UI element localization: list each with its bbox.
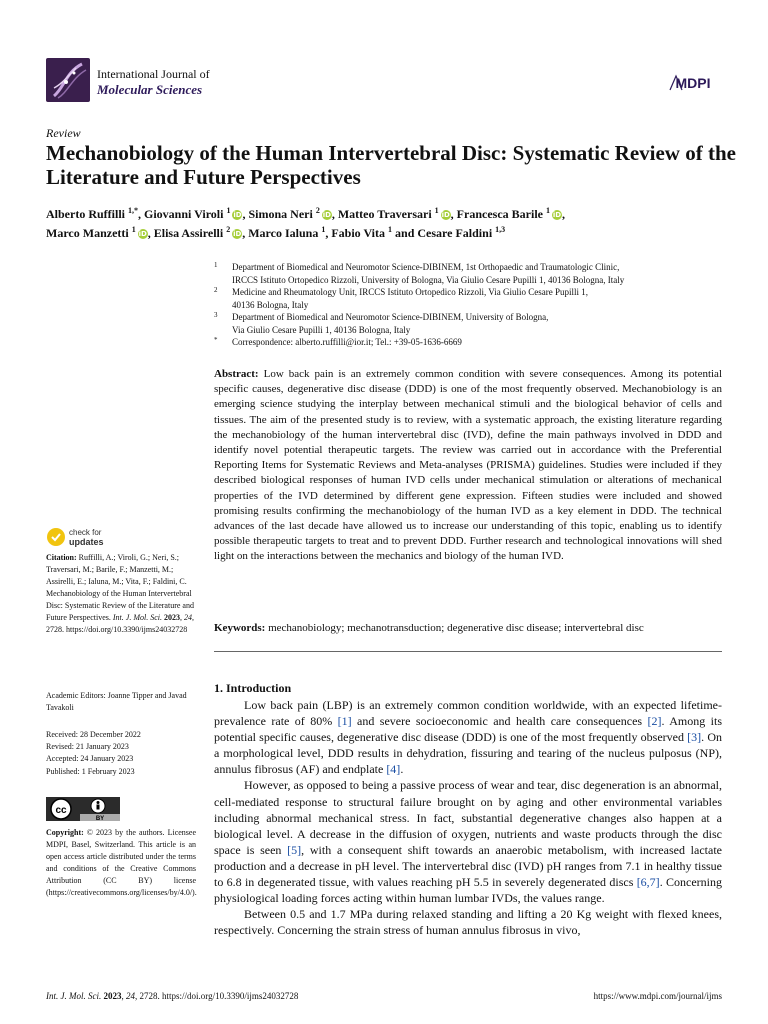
paragraph-text: . Concerning physiological loading forces acting within human lumbar IVDs, the values range. xyxy=(214,875,722,906)
affiliation-line: IRCCS Istituto Ortopedico Rizzoli, University of Bologna, Via Giulio Cesare Pupilli 1, 40136 Bologna, Italy xyxy=(232,274,625,285)
author-name: Matteo Traversari xyxy=(337,207,435,221)
affiliation-item xyxy=(214,286,734,311)
author-separator: , xyxy=(331,207,338,221)
body-paragraph xyxy=(214,906,722,938)
author-affiliation-mark: 2 xyxy=(315,206,320,215)
author-affiliation-mark: 1 xyxy=(131,225,136,234)
orcid-icon[interactable]: iD xyxy=(441,211,450,219)
citation-block: Citation: Ruffilli, A.; Viroli, G.; Neri, S.; Traversari, M.; Barile, F.; Manzetti, M.; Assirelli, E.; Ialuna, M.; Vita, F.; Faldini, C. Mechanobiology of the Human Intervertebral Disc: Systematic Review of the Literature and Future Perspectives. Int. J. Mol. Sci. 2023, 24, 2728. https://doi.org/10.3390/ijms24032728 xyxy=(46,553,194,634)
author-affiliation-mark: 1,* xyxy=(128,206,138,215)
author-name: Marco Ialuna xyxy=(248,226,322,240)
orcid-icon[interactable]: iD xyxy=(138,230,147,238)
affiliation-line: Medicine and Rheumatology Unit, IRCCS Istituto Ortopedico Rizzoli, Via Giulio Cesare Pupilli 1, xyxy=(232,287,589,297)
author-name: Elisa Assirelli xyxy=(153,226,227,240)
introduction-body xyxy=(214,697,722,938)
paragraph-text: However, as opposed to being a passive process of wear and tear, disc degeneration is an abnormal, cell-mediated response to structural failure brought on by aging and other environmental variables including abnormal mechanical stress. In fact, substantial degenerative changes also happen at a biological level. A decrease in the diffusion of oxygen, nutrients and waste products through the disc space is seen xyxy=(214,778,722,857)
reference-link[interactable]: [6,7] xyxy=(636,875,660,890)
citation-label: Citation: xyxy=(46,553,77,562)
author-affiliation-mark: 1 xyxy=(321,225,326,234)
author-separator: , xyxy=(147,226,154,240)
affiliation-line: 40136 Bologna, Italy xyxy=(232,299,309,310)
affiliation-item xyxy=(214,261,734,286)
author-name: Cesare Faldini xyxy=(417,226,496,240)
footer-doi[interactable]: , 2728. https://doi.org/10.3390/ijms24032728 xyxy=(135,991,299,1001)
author-separator: , xyxy=(242,207,249,221)
author-separator: and xyxy=(392,226,418,240)
paragraph-text: , with a consequent shift towards an anaerobic metabolism, with increased lactate production and a decrease in pH level. The intervertebral disc (IVD) pH ranges from 7.1 in healthy tissue to 6.8 in degenerated tissue, with values reaching pH 5.5 in severely degenerated discs xyxy=(214,842,722,890)
author-name: Giovanni Viroli xyxy=(144,207,227,221)
academic-editors: Academic Editors: Joanne Tipper and Javad Tavakoli xyxy=(46,691,187,712)
author-affiliation-mark: 1,3 xyxy=(495,225,506,234)
affiliation-line: Department of Biomedical and Neuromotor Science-DIBINEM, University of Bologna, xyxy=(232,312,549,322)
footer-citation: Int. J. Mol. Sci. 2023, 24, 2728. https://doi.org/10.3390/ijms24032728 xyxy=(46,991,299,1001)
paragraph-text: Low back pain (LBP) is an extremely common condition worldwide, with an expected lifetime-prevalence rate of 80% xyxy=(214,698,722,729)
keywords-label: Keywords: xyxy=(214,622,266,634)
affiliation-line: Via Giulio Cesare Pupilli 1, 40136 Bologna, Italy xyxy=(232,324,411,335)
citation-volume: 24 xyxy=(183,613,192,622)
affiliation-item xyxy=(214,311,734,336)
reference-link[interactable]: [2] xyxy=(647,714,662,729)
author-separator: , xyxy=(138,207,144,221)
footer-journal-url[interactable]: https://www.mdpi.com/journal/ijms xyxy=(593,991,722,1001)
publication-date: Revised: 21 January 2023 xyxy=(46,742,129,752)
body-paragraph xyxy=(214,777,722,906)
keywords xyxy=(214,621,722,636)
paragraph-text: . On a morphological level, DDD results in dehydration, fissuring and tearing of the nucleus pulposus (NP), annulus fibrosus (AF) and endplate xyxy=(214,730,723,777)
citation-doi[interactable]: , 2728. https://doi.org/10.3390/ijms24032728 xyxy=(46,613,194,634)
author-affiliation-mark: 2 xyxy=(226,225,231,234)
mdpi-logo[interactable] xyxy=(664,70,722,101)
author-name: Fabio Vita xyxy=(331,226,389,240)
reference-link[interactable]: [5] xyxy=(287,842,302,857)
paragraph-text: and severe socioeconomic and health care consequences xyxy=(351,714,648,729)
affiliation-item xyxy=(214,336,734,349)
author-separator: , xyxy=(325,226,332,240)
author-name: Simona Neri xyxy=(248,207,316,221)
abstract-text: Low back pain is an extremely common condition with severe consequences. Among its potential specific causes, degenerative disc disease (DDD) is one of the most frequently observed. Mechanobiology is an emerging science studying the interplay between mechanical stimuli and the biological behavior of cells and tissues. The aim of the presented study is to review, with a systematic approach, the existing literature regarding the mechanobiology of the human intervertebral disc (IVD), define the main pathways involved in DDD and identify novel potential therapeutic targets. The review was carried out in accordance with the Preferential Reporting Items for Systematic Reviews and Meta-analyses (PRISMA) guidelines. Studies were included if they described biological responses of human IVD cells under mechanical stimulation or alterations of mechanical properties of the IVD determined by different gene expression. Fifteen studies were included and showed promising results confirming the mechanobiology of the human IVD as a key element in DDD. The technical advances of the last decade have allowed us to increase our understanding of this topic, enabling us to identify possible therapeutic targets to treat and to prevent DDD. Further research and technological innovations will shed light on the interactions between the mechanics and biology of the human IVD. xyxy=(214,368,723,563)
affiliation-line: Department of Biomedical and Neuromotor Science-DIBINEM, 1st Orthopaedic and Traumatologic Clinic, xyxy=(232,262,620,272)
author-name: Marco Manzetti xyxy=(46,226,132,240)
by-text: BY xyxy=(95,816,105,821)
copyright-label: Copyright: xyxy=(46,828,84,837)
check-for-updates-line1: check for xyxy=(69,528,102,537)
paragraph-text: . xyxy=(400,762,404,777)
orcid-icon[interactable]: iD xyxy=(552,211,562,219)
check-for-updates-badge[interactable] xyxy=(46,526,116,553)
affiliations xyxy=(214,261,734,349)
journal-logo xyxy=(46,58,90,102)
abstract xyxy=(214,367,722,565)
citation-year: 2023 xyxy=(163,613,180,622)
author-affiliation-mark: 1 xyxy=(388,225,393,234)
orcid-icon[interactable]: iD xyxy=(322,211,331,219)
publication-date: Received: 28 December 2022 xyxy=(46,730,141,739)
journal-name-line1: International Journal of xyxy=(97,67,210,81)
author-separator: , xyxy=(561,207,565,221)
journal-name-line2: Molecular Sciences xyxy=(97,82,203,97)
affiliation-mark: 1 xyxy=(214,261,218,269)
cc-by-license-badge[interactable] xyxy=(46,797,120,826)
reference-link[interactable]: [3] xyxy=(687,730,702,745)
citation-text: Ruffilli, A.; Viroli, G.; Neri, S.; Traversari, M.; Barile, F.; Manzetti, M.; Assirelli, E.; Ialuna, M.; Vita, F.; Faldini, C. Mechanobiology of the Human Intervertebral Disc: Systematic Review of the Literature and Future Perspectives. xyxy=(46,553,194,622)
mdpi-logo-text: MDPI xyxy=(675,75,711,91)
affiliation-mark: 3 xyxy=(214,311,218,319)
affiliation-mark: * xyxy=(214,336,218,344)
cc-text: cc xyxy=(55,805,67,816)
check-for-updates-line2: updates xyxy=(69,537,104,547)
publication-date: Accepted: 24 January 2023 xyxy=(46,754,134,764)
author-separator: , xyxy=(242,226,249,240)
author-separator: , xyxy=(450,207,457,221)
author-list xyxy=(46,203,736,241)
reference-link[interactable]: [4] xyxy=(386,762,401,777)
affiliation-line: Correspondence: alberto.ruffilli@ior.it; Tel.: +39-05-1636-6669 xyxy=(232,337,462,347)
copyright-notice xyxy=(46,827,196,899)
author-name: Alberto Ruffilli xyxy=(46,207,128,221)
footer-journal: Int. J. Mol. Sci. xyxy=(46,991,102,1001)
article-type: Review xyxy=(46,126,81,140)
footer-volume: 24 xyxy=(126,991,135,1001)
copyright-text: © 2023 by the authors. Licensee MDPI, Basel, Switzerland. This article is an open access article distributed under the terms and conditions of the Creative Commons Attribution (CC BY) license (https://creativecommons.org/licenses/by/4.0/). xyxy=(46,828,197,897)
abstract-label: Abstract: xyxy=(214,368,259,380)
affiliation-mark: 2 xyxy=(214,286,218,294)
author-name: Francesca Barile xyxy=(456,207,546,221)
paragraph-text: Between 0.5 and 1.7 MPa during relaxed standing and lifting a 20 Kg weight with flexed knees, respectively. Concerning the strain stress of human annulus fibrosus in vivo, xyxy=(214,907,722,938)
footer-year: 2023 xyxy=(103,991,122,1001)
author-affiliation-mark: 1 xyxy=(434,206,439,215)
paragraph-text: . Among its potential specific causes, degenerative disc disease (DDD) is one of the most frequently observed xyxy=(214,714,722,745)
section-heading-introduction: 1. Introduction xyxy=(214,681,292,695)
section-divider xyxy=(214,651,722,652)
publication-dates xyxy=(46,729,196,778)
reference-link[interactable]: [1] xyxy=(337,714,352,729)
author-affiliation-mark: 1 xyxy=(226,206,231,215)
author-affiliation-mark: 1 xyxy=(545,206,550,215)
citation-journal: Int. J. Mol. Sci. xyxy=(112,613,162,622)
orcid-icon[interactable]: iD xyxy=(233,230,242,238)
article-title: Mechanobiology of the Human Intervertebral Disc: Systematic Review of the Literature and Future Perspectives xyxy=(46,141,736,189)
publication-date: Published: 1 February 2023 xyxy=(46,766,135,776)
body-paragraph xyxy=(214,697,722,777)
keywords-text: mechanobiology; mechanotransduction; degenerative disc disease; intervertebral disc xyxy=(268,622,644,634)
orcid-icon[interactable]: iD xyxy=(233,211,242,219)
